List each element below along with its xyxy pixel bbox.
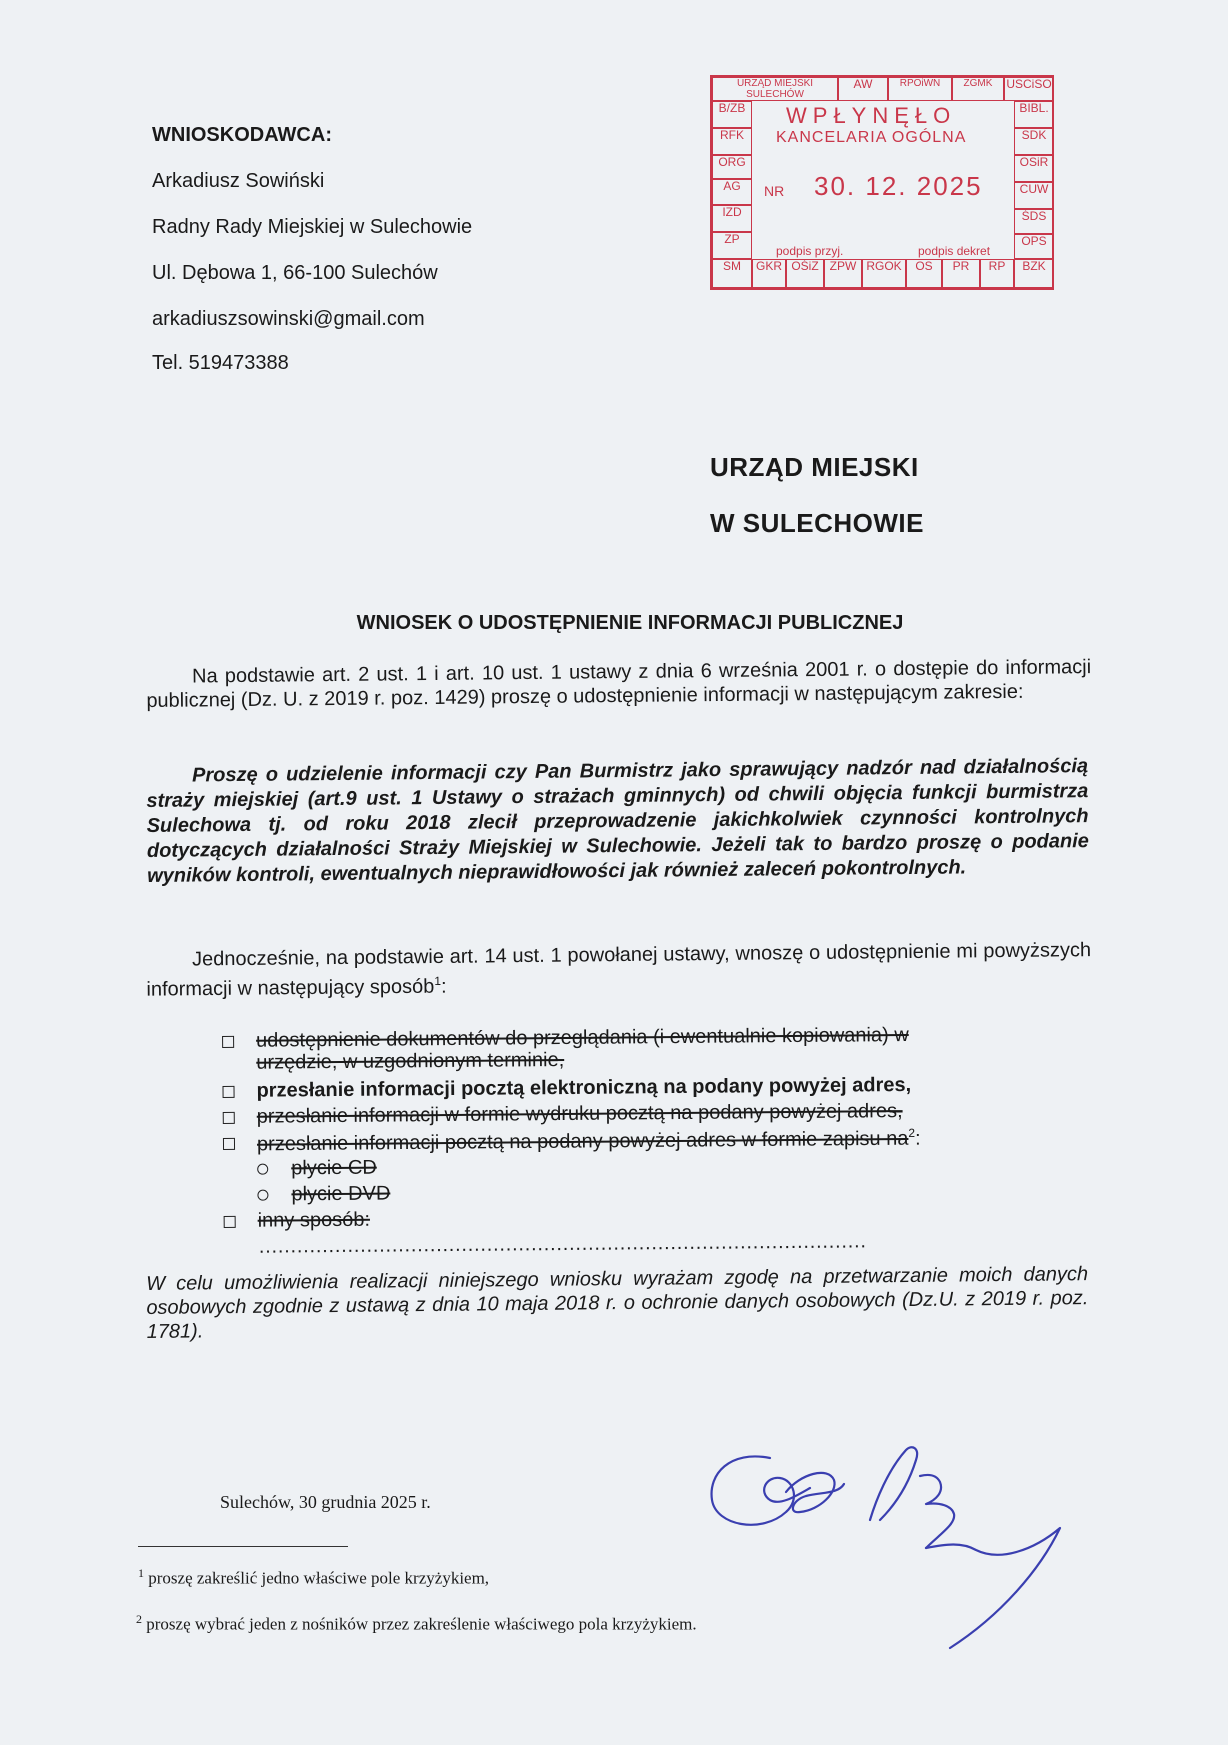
stamp-cell: OŚiZ bbox=[786, 259, 824, 288]
checkbox-option-2[interactable] bbox=[222, 1086, 234, 1098]
footnote-2-number: 2 bbox=[136, 1612, 142, 1626]
sender-address: Ul. Dębowa 1, 66-100 Sulechów bbox=[152, 262, 438, 284]
footnote-2 bbox=[136, 1612, 697, 1635]
stamp-cell: AG bbox=[712, 179, 752, 205]
sender-email: arkadiuszsowinski@gmail.com bbox=[152, 308, 425, 330]
sender-role: Radny Rady Miejskiej w Sulechowie bbox=[152, 216, 473, 238]
radio-cd[interactable] bbox=[257, 1164, 268, 1175]
stamp-office: KANCELARIA OGÓLNA bbox=[776, 129, 967, 146]
method-text: Jednocześnie, na podstawie art. 14 ust. 1 powołanej ustawy, wnoszę o udostępnienie mi powyższych informacji w następujący sposób bbox=[146, 939, 1092, 1001]
dotted-line: …………………………………………………………………………………… bbox=[257, 1230, 866, 1258]
checkbox-option-5[interactable] bbox=[224, 1216, 236, 1228]
method-paragraph: Jednocześnie, na podstawie art. 14 ust. 1 powołanej ustawy, wnoszę o udostępnienie mi powyższych informacji w następujący sposób$^1$: bbox=[146, 939, 1092, 1001]
stamp-office-name: URZĄD MIEJSKI SULECHÓW bbox=[712, 77, 838, 101]
footnote-1-text: proszę zakreślić jedno właściwe pole krzyżykiem, bbox=[148, 1568, 490, 1588]
options-list bbox=[222, 1023, 1024, 1262]
stamp-cell: ORG bbox=[712, 155, 752, 179]
footnote-1 bbox=[138, 1566, 489, 1589]
stamp-sign-receive: podpis przyj. bbox=[776, 244, 844, 258]
stamp-cell: CUW bbox=[1014, 182, 1054, 209]
stamp-cell: ŚDS bbox=[1014, 209, 1054, 234]
request-paragraph: Proszę o udzielenie informacji czy Pan Burmistrz jako sprawujący nadzór nad działalnością straży miejskiej (art.9 ust. 1 Ustawy o strażach gminnych) od chwili objęcia funkcji burmistrza Sulechowa tj. od roku 2018 zlecił przeprowadzenie jakichkolwiek czynności kontrolnych dotyczących działalności Straży Miejskiej w Sulechowie. Jeżeli tak to bardzo proszę o podanie wyników kontroli, ewentualnych nieprawidłowości jak również zaleceń pokontrolnych. bbox=[146, 755, 1089, 887]
sender-name: Arkadiusz Sowiński bbox=[152, 170, 325, 192]
stamp-cell: RPOiWN bbox=[888, 77, 952, 101]
signature bbox=[700, 1430, 1080, 1660]
stamp-cell: AW bbox=[838, 77, 888, 101]
stamp-received: WPŁYNĘŁO bbox=[786, 103, 957, 128]
option-2-label: przesłanie informacji pocztą elektroniczną na podany powyżej adres, bbox=[256, 1073, 912, 1102]
stamp-cell: ZP bbox=[712, 232, 752, 259]
document-title: WNIOSEK O UDOSTĘPNIENIE INFORMACJI PUBLICZNEJ bbox=[356, 612, 904, 634]
stamp-cell: OSiR bbox=[1014, 155, 1054, 182]
option-4[interactable]: przesłanie informacji pocztą na podany powyżej adres w formie zapisu $na^2$: bbox=[223, 1125, 1023, 1158]
stamp-cell: OPS bbox=[1014, 234, 1054, 259]
stamp-cell: GKR bbox=[752, 259, 786, 288]
stamp-cell: SDK bbox=[1014, 128, 1054, 155]
checkbox-option-4[interactable] bbox=[223, 1138, 235, 1150]
registration-stamp bbox=[710, 75, 1054, 290]
footnote-separator bbox=[138, 1546, 348, 1547]
stamp-cell: ZGMK bbox=[952, 77, 1004, 101]
option-1-label: udostępnienie dokumentów do przeglądania (i ewentualnie kopiowania) w urzędzie, w uzgodnionym terminie, bbox=[255, 1024, 909, 1074]
radio-dvd[interactable] bbox=[257, 1190, 268, 1201]
stamp-sign-decree: podpis dekret bbox=[918, 244, 991, 258]
checkbox-option-3[interactable] bbox=[223, 1112, 235, 1124]
checkbox-option-1[interactable] bbox=[222, 1036, 234, 1048]
intro-paragraph: Na podstawie art. 2 ust. 1 i art. 10 ust. 1 ustawy z dnia 6 września 2001 r. o dostępie do informacji publicznej (Dz. U. z 2019 r. poz. 1429) proszę o udostępnienie informacji w następującym zakresie: bbox=[146, 656, 1092, 712]
option-1[interactable] bbox=[222, 1023, 1022, 1080]
stamp-cell: BZK bbox=[1014, 259, 1054, 288]
stamp-cell: ZPW bbox=[824, 259, 862, 288]
recipient-line-2: W SULECHOWIE bbox=[710, 508, 924, 538]
sender-phone: Tel. 519473388 bbox=[152, 352, 289, 374]
stamp-cell: BIBL. bbox=[1014, 101, 1054, 128]
sender-heading: WNIOSKODAWCA: bbox=[152, 124, 332, 146]
footnote-ref-1: 1 bbox=[434, 973, 442, 988]
sub-option-dvd-label: płycie DVD bbox=[291, 1182, 391, 1206]
consent-paragraph: W celu umożliwienia realizacji niniejszego wniosku wyrażam zgodę na przetwarzanie moich danych osobowych zgodnie z ustawą z dnia 10 maja 2018 r. o ochronie danych osobowych (Dz.U. z 2019 r. poz. 1781). bbox=[146, 1263, 1089, 1343]
stamp-date: 30. 12. 2025 bbox=[814, 171, 983, 201]
stamp-cell: USCiSO bbox=[1004, 77, 1054, 101]
stamp-cell: IZD bbox=[712, 205, 752, 232]
option-3-label: przesłanie informacji w formie wydruku pocztą na podany powyżej adres, bbox=[256, 1100, 903, 1128]
stamp-nr-label: NR bbox=[764, 183, 785, 199]
footnote-2-text: proszę wybrać jeden z nośników przez zakreślenie właściwego pola krzyżykiem. bbox=[146, 1614, 697, 1634]
option-5-label: inny sposób: bbox=[257, 1208, 371, 1232]
option-4-label: przesłanie informacji pocztą na podany powyżej adres w formie zapisu na bbox=[256, 1127, 909, 1156]
place-date: Sulechów, 30 grudnia 2025 r. bbox=[220, 1492, 431, 1512]
footnote-1-number: 1 bbox=[138, 1566, 144, 1580]
stamp-cell: B/ZB bbox=[712, 101, 752, 128]
stamp-cell: OS bbox=[906, 259, 942, 288]
stamp-cell: PR bbox=[942, 259, 980, 288]
stamp-cell: RGOK bbox=[862, 259, 906, 288]
recipient-line-1: URZĄD MIEJSKI bbox=[710, 452, 919, 482]
other-method-line bbox=[224, 1229, 1024, 1262]
stamp-cell: SM bbox=[712, 259, 752, 288]
sub-option-cd-label: płycie CD bbox=[291, 1156, 377, 1180]
stamp-cell: RP bbox=[980, 259, 1014, 288]
footnote-ref-2: 2 bbox=[908, 1125, 916, 1141]
stamp-cell: RFK bbox=[712, 128, 752, 155]
